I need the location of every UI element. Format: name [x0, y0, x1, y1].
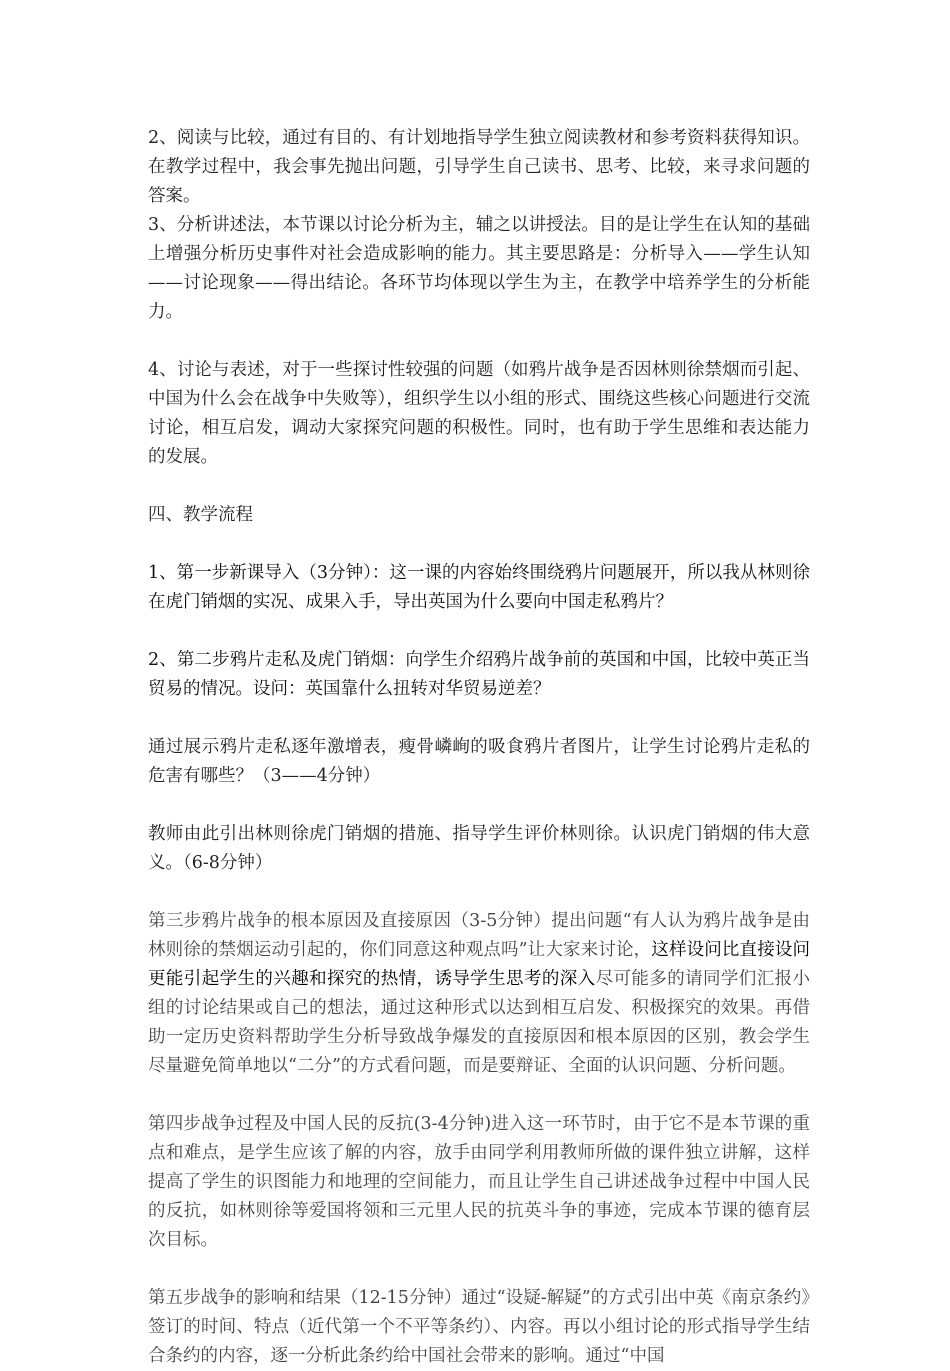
paragraph-step-three [148, 907, 810, 1081]
step-three-emphasis: 这样设问比直接设问更能引起学生的兴趣和探究的热情，诱导学生思考的深入 [148, 940, 810, 989]
paragraph-step-four: 第四步战争过程及中国人民的反抗(3-4分钟)进入这一环节时，由于它不是本节课的重点和难点，是学生应该了解的内容，放手由同学利用教师所做的课件独立讲解，这样提高了学生的识图能力和地理的空间能力，而且让学生自己讲述战争过程中中国人民的反抗，如林则徐等爱国将领和三元里人民的抗英斗争的事迹，完成本节课的德育层次目标。 [148, 1114, 810, 1250]
paragraph-step-one: 1、第一步新课导入（3分钟）：这一课的内容始终围绕鸦片问题展开，所以我从林则徐在虎门销烟的实况、成果入手，导出英国为什么要向中国走私鸦片？ [148, 563, 810, 612]
paragraph-step-two: 2、第二步鸦片走私及虎门销烟：向学生介绍鸦片战争前的英国和中国，比较中英正当贸易的情况。设问：英国靠什么扭转对华贸易逆差？ [148, 650, 810, 699]
paragraph-analysis-method: 3、分析讲述法，本节课以讨论分析为主，辅之以讲授法。目的是让学生在认知的基础上增强分析历史事件对社会造成影响的能力。其主要思路是：分析导入——学生认知——讨论现象——得出结论。各环节均体现以学生为主，在教学中培养学生的分析能力。 [148, 215, 810, 322]
step-three-intro: 第三步鸦片战争的根本原因及直接原因（3-5分钟）提出问题“有人认为鸦片战争是由林则徐的禁烟运动引起的，你们同意这种观点吗”让大家来讨论， [148, 911, 810, 960]
paragraph-opium-smuggling-discussion: 通过展示鸦片走私逐年激增表，瘦骨嶙峋的吸食鸦片者图片，让学生讨论鸦片走私的危害有哪些？（3——4分钟） [148, 737, 810, 786]
section-heading-teaching-process: 四、教学流程 [148, 505, 253, 525]
paragraph-discussion-expression: 4、讨论与表述，对于一些探讨性较强的问题（如鸦片战争是否因林则徐禁烟而引起、中国为什么会在战争中失败等），组织学生以小组的形式、围绕这些核心问题进行交流讨论，相互启发，调动大家探究问题的积极性。同时，也有助于学生思维和表达能力的发展。 [148, 360, 810, 467]
step-three-rest: 尽可能多的请同学们汇报小组的讨论结果或自己的想法，通过这种形式以达到相互启发、积极探究的效果。再借助一定历史资料帮助学生分析导致战争爆发的直接原因和根本原因的区别，教会学生尽量避免简单地以“二分”的方式看问题，而是要辩证、全面的认识问题、分析问题。 [148, 969, 811, 1076]
paragraph-step-five: 第五步战争的影响和结果（12-15分钟）通过“设疑-解疑”的方式引出中英《南京条约》签订的时间、特点（近代第一个不平等条约）、内容。再以小组讨论的形式指导学生结合条约的内容，逐一分析此条约给中国社会带来的影响。通过“中国 [148, 1288, 810, 1366]
document-body [148, 124, 810, 1371]
paragraph-reading-comparison: 2、阅读与比较，通过有目的、有计划地指导学生独立阅读教材和参考资料获得知识。在教学过程中，我会事先抛出问题，引导学生自己读书、思考、比较，来寻求问题的答案。 [148, 128, 810, 206]
paragraph-humen-destruction: 教师由此引出林则徐虎门销烟的措施、指导学生评价林则徐。认识虎门销烟的伟大意义。（6-8分钟） [148, 824, 810, 873]
